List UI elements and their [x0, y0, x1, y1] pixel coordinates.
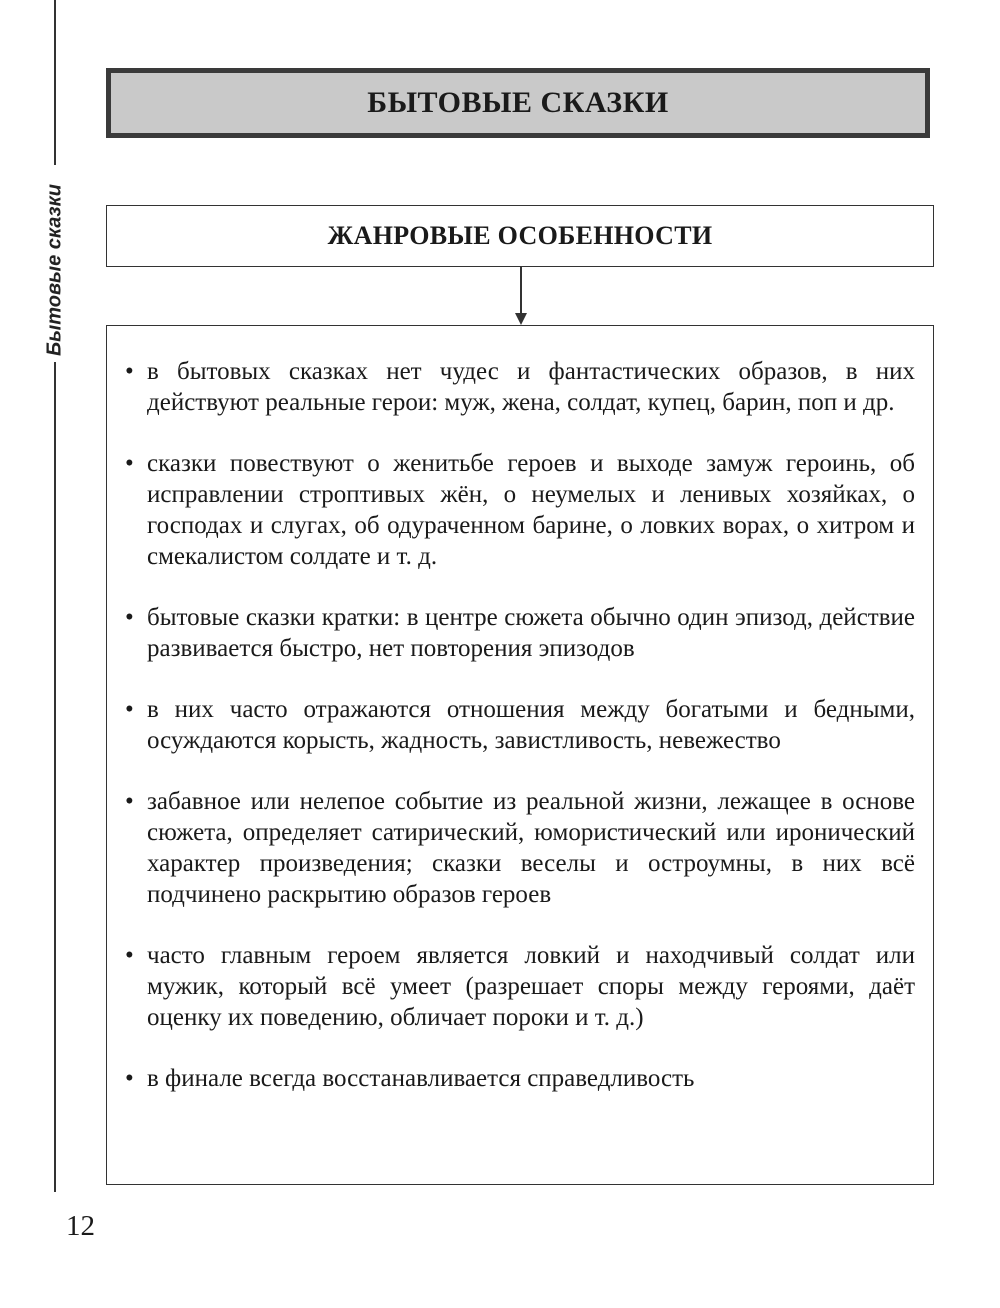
bullet-icon: • — [125, 450, 134, 477]
feature-list — [123, 356, 915, 1094]
feature-text: в них часто отражаются отношения между богатыми и бедными, осуждаются корысть, жадность, завистливость, невежество — [147, 696, 915, 754]
feature-item — [123, 1063, 915, 1094]
feature-text: часто главным героем является ловкий и находчивый солдат или мужик, который всё умеет (разрешает споры между героями, даёт оценку их поведению, обличает пороки и т. д.) — [147, 942, 915, 1031]
feature-item — [123, 786, 915, 910]
side-running-title: Бытовые сказки — [43, 183, 66, 357]
page-title: БЫТОВЫЕ СКАЗКИ — [367, 86, 669, 119]
page-number: 12 — [66, 1210, 95, 1242]
feature-item — [123, 940, 915, 1033]
subtitle-box — [106, 205, 934, 267]
feature-text: в бытовых сказках нет чудес и фантастических образов, в них действуют реальные герои: муж, жена, солдат, купец, барин, поп и др. — [147, 358, 915, 416]
bullet-icon: • — [125, 696, 134, 723]
bullet-icon: • — [125, 1065, 134, 1092]
section-heading: ЖАНРОВЫЕ ОСОБЕННОСТИ — [327, 221, 713, 250]
bullet-icon: • — [125, 942, 134, 969]
arrow-down-icon — [515, 313, 527, 325]
connector-line — [520, 267, 522, 315]
feature-text: в финале всегда восстанавливается справедливость — [147, 1065, 695, 1092]
bullet-icon: • — [125, 788, 134, 815]
feature-text: забавное или нелепое событие из реальной жизни, лежащее в основе сюжета, определяет сатирический, юмористический или иронический характер произведения; сказки веселы и остроумны, в них всё подчинено раскрытию образов героев — [147, 788, 915, 908]
feature-item — [123, 694, 915, 756]
bullet-icon: • — [125, 604, 134, 631]
title-banner — [106, 68, 930, 138]
feature-item — [123, 602, 915, 664]
feature-text: сказки повествуют о женитьбе героев и выходе замуж героинь, об исправлении строптивых жён, о неумелых и ленивых хозяйках, о господах и слугах, об одураченном барине, о ловких ворах, о хитром и смекалистом солдате и т. д. — [147, 450, 915, 570]
feature-item — [123, 356, 915, 418]
bullet-icon: • — [125, 358, 134, 385]
side-rule-bottom — [54, 362, 56, 1192]
features-box — [106, 325, 934, 1185]
feature-text: бытовые сказки кратки: в центре сюжета обычно один эпизод, действие развивается быстро, нет повторения эпизодов — [147, 604, 915, 662]
side-rule-top — [54, 0, 56, 165]
feature-item — [123, 448, 915, 572]
